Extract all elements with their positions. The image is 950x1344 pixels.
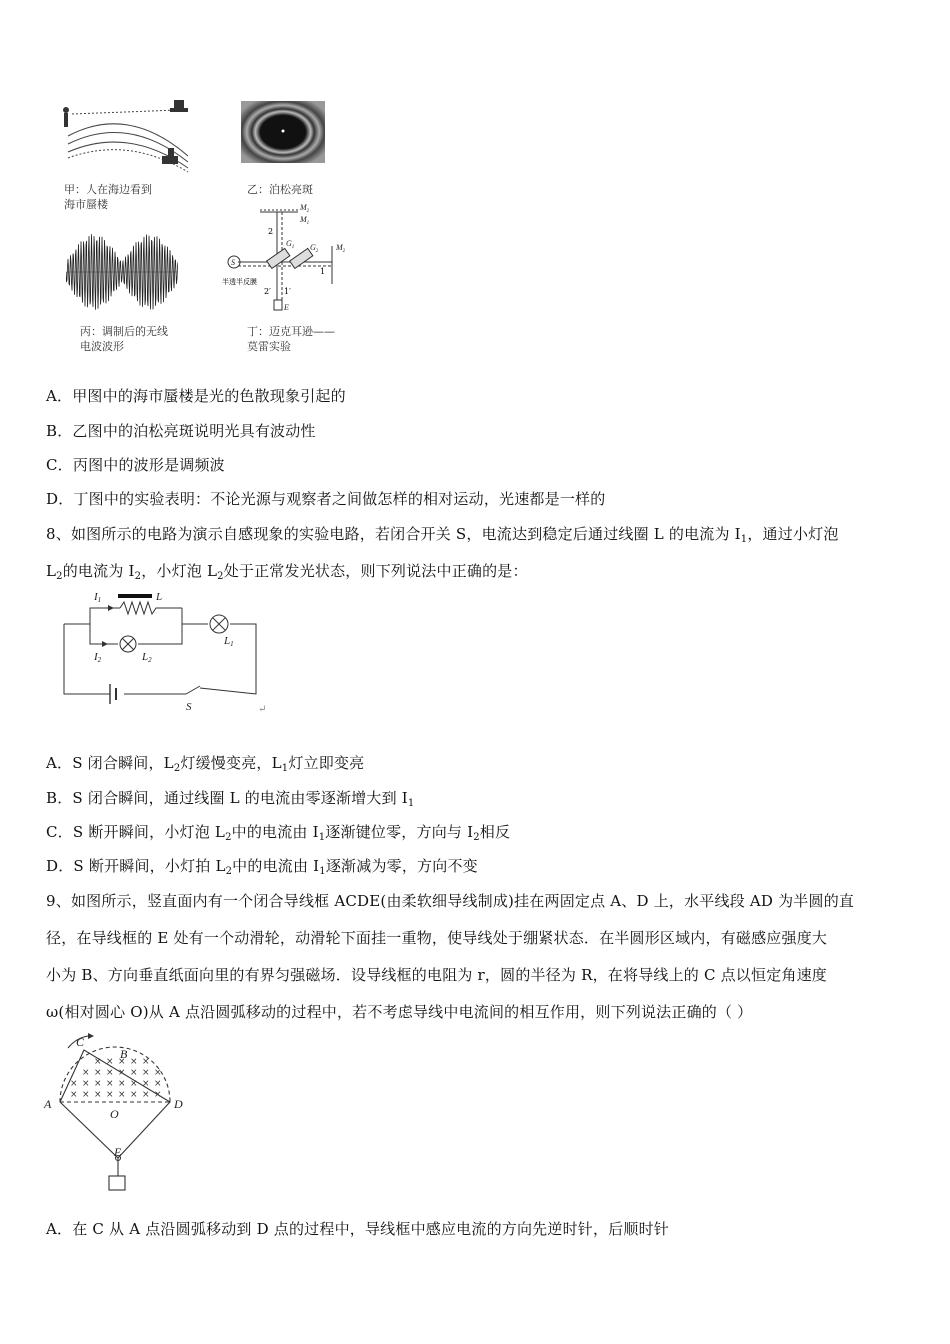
field-cross-mark: ×: [106, 1057, 114, 1067]
svg-text:L2: L2: [142, 651, 152, 664]
svg-text:I1: I1: [94, 591, 102, 604]
svg-text:I2: I2: [94, 651, 102, 664]
svg-text:半透半反膜: 半透半反膜: [222, 278, 257, 286]
figure-bing-caption: 丙：调制后的无线 电波波形: [80, 325, 168, 353]
field-cross-mark: ×: [130, 1068, 138, 1078]
field-cross-mark: ×: [142, 1079, 150, 1089]
q9-stem-line1: 9、如图所示，竖直面内有一个闭合导线框 ACDE(由柔软细导线制成)挂在两固定点 A、D 上，水平线段 AD 为半圆的直: [46, 892, 855, 910]
svg-text:B: B: [120, 1047, 128, 1061]
svg-text:A: A: [44, 1097, 52, 1111]
q8-stem-line1: 8、如图所示的电路为演示自感现象的实验电路，若闭合开关 S，电流达到稳定后通过线圈 L 的电流为 $I_1$，通过小灯泡: [46, 525, 839, 545]
figure-jia-caption: 甲：人在海边看到 海市蜃楼: [64, 183, 152, 211]
field-cross-mark: ×: [94, 1079, 102, 1089]
michelson-figure: [220, 200, 350, 325]
field-cross-mark: ×: [106, 1090, 114, 1100]
field-cross-mark: ×: [94, 1057, 102, 1067]
svg-text:2: 2: [268, 227, 274, 236]
svg-text:M2: $M_2$: [336, 243, 346, 254]
svg-text:M1: $M_1$: [300, 215, 310, 226]
svg-text:O: O: [110, 1107, 119, 1121]
field-cross-mark: ×: [154, 1090, 162, 1100]
figure-yi-caption: 乙：泊松亮斑: [247, 183, 313, 196]
field-cross-mark: ×: [70, 1090, 78, 1100]
poisson-spot-figure: [241, 101, 325, 163]
svg-text:M2: $M_2$: [300, 203, 310, 214]
field-cross-mark: ×: [130, 1057, 138, 1067]
self-induction-circuit: [58, 588, 278, 718]
field-cross-mark: ×: [70, 1079, 78, 1089]
q8-option-c: C．S 断开瞬间，小灯泡 $L_2$中的电流由 $I_1$逐渐键位零，方向与 $I_2$相反: [46, 823, 511, 843]
field-cross-mark: ×: [130, 1090, 138, 1100]
field-cross-mark: ×: [118, 1068, 126, 1078]
svg-text:E: E: [114, 1145, 122, 1159]
svg-text:1′: 1′: [284, 287, 291, 296]
field-cross-mark: ×: [142, 1057, 150, 1067]
q8-option-a: A．S 闭合瞬间，$L_2$灯缓慢变亮，$L_1$灯立即变亮: [46, 754, 365, 774]
q7-option-d: D．丁图中的实验表明：不论光源与观察者之间做怎样的相对运动，光速都是一样的: [46, 490, 606, 508]
q7-option-b: B．乙图中的泊松亮斑说明光具有波动性: [46, 422, 316, 440]
q9-stem-line4: ω(相对圆心 O)从 A 点沿圆弧移动的过程中，若不考虑导线中电流间的相互作用，则下列说法正确的（ ）: [46, 1003, 753, 1021]
figure-ding-caption: 丁：迈克耳逊—— 莫雷实验: [247, 325, 335, 353]
svg-text:L: L: [156, 591, 163, 603]
field-cross-mark: ×: [94, 1090, 102, 1100]
q9-option-a: A．在 C 从 A 点沿圆弧移动到 D 点的过程中，导线框中感应电流的方向先逆时针，后顺时针: [46, 1220, 669, 1238]
field-cross-mark: ×: [82, 1068, 90, 1078]
field-cross-mark: ×: [130, 1079, 138, 1089]
mirage-figure: [58, 96, 198, 176]
q9-stem-line3: 小为 B、方向垂直纸面向里的有界匀强磁场．设导线框的电阻为 r，圆的半径为 R，在将导线上的 C 点以恒定角速度: [46, 966, 828, 984]
svg-text:S: S: [231, 258, 235, 267]
svg-text:↵: ↵: [258, 704, 267, 715]
field-cross-mark: ×: [94, 1068, 102, 1078]
svg-text:G1: $G_1$: [286, 239, 295, 250]
q9-stem-line2: 径，在导线框的 E 处有一个动滑轮，动滑轮下面挂一重物，使导线处于绷紧状态．在半圆形区域内，有磁感应强度大: [46, 929, 828, 947]
q8-stem-line2: $L_2$的电流为 $I_2$，小灯泡 $L_2$处于正常发光状态，则下列说法中正确的是：: [46, 562, 528, 582]
q7-option-a: A．甲图中的海市蜃楼是光的色散现象引起的: [46, 387, 346, 405]
field-cross-mark: ×: [82, 1090, 90, 1100]
field-cross-mark: ×: [106, 1079, 114, 1089]
svg-text:C: C: [76, 1035, 85, 1049]
field-cross-mark: ×: [118, 1079, 126, 1089]
svg-text:2′: 2′: [264, 287, 271, 296]
field-cross-mark: ×: [106, 1068, 114, 1078]
wire-frame-figure: [42, 1030, 202, 1195]
field-cross-mark: ×: [154, 1079, 162, 1089]
q8-option-d: D．S 断开瞬间，小灯拍 $L_2$中的电流由 $I_1$逐渐减为零，方向不变: [46, 857, 478, 877]
field-cross-mark: ×: [118, 1057, 126, 1067]
svg-text:D: D: [174, 1097, 183, 1111]
svg-text:S: S: [186, 701, 192, 713]
svg-text:L1: L1: [224, 635, 234, 648]
modulated-wave-figure: [66, 230, 178, 314]
field-cross-mark: ×: [142, 1068, 150, 1078]
field-cross-mark: ×: [118, 1090, 126, 1100]
q8-option-b: B．S 闭合瞬间，通过线圈 L 的电流由零逐渐增大到 $I_1$: [46, 789, 415, 809]
svg-text:G2: $G_2$: [310, 243, 319, 254]
svg-text:1: 1: [320, 267, 326, 276]
q7-option-c: C．丙图中的波形是调频波: [46, 456, 225, 474]
field-cross-mark: ×: [142, 1090, 150, 1100]
field-cross-mark: ×: [82, 1079, 90, 1089]
field-cross-mark: ×: [154, 1068, 162, 1078]
svg-text:E: E: [284, 303, 289, 312]
